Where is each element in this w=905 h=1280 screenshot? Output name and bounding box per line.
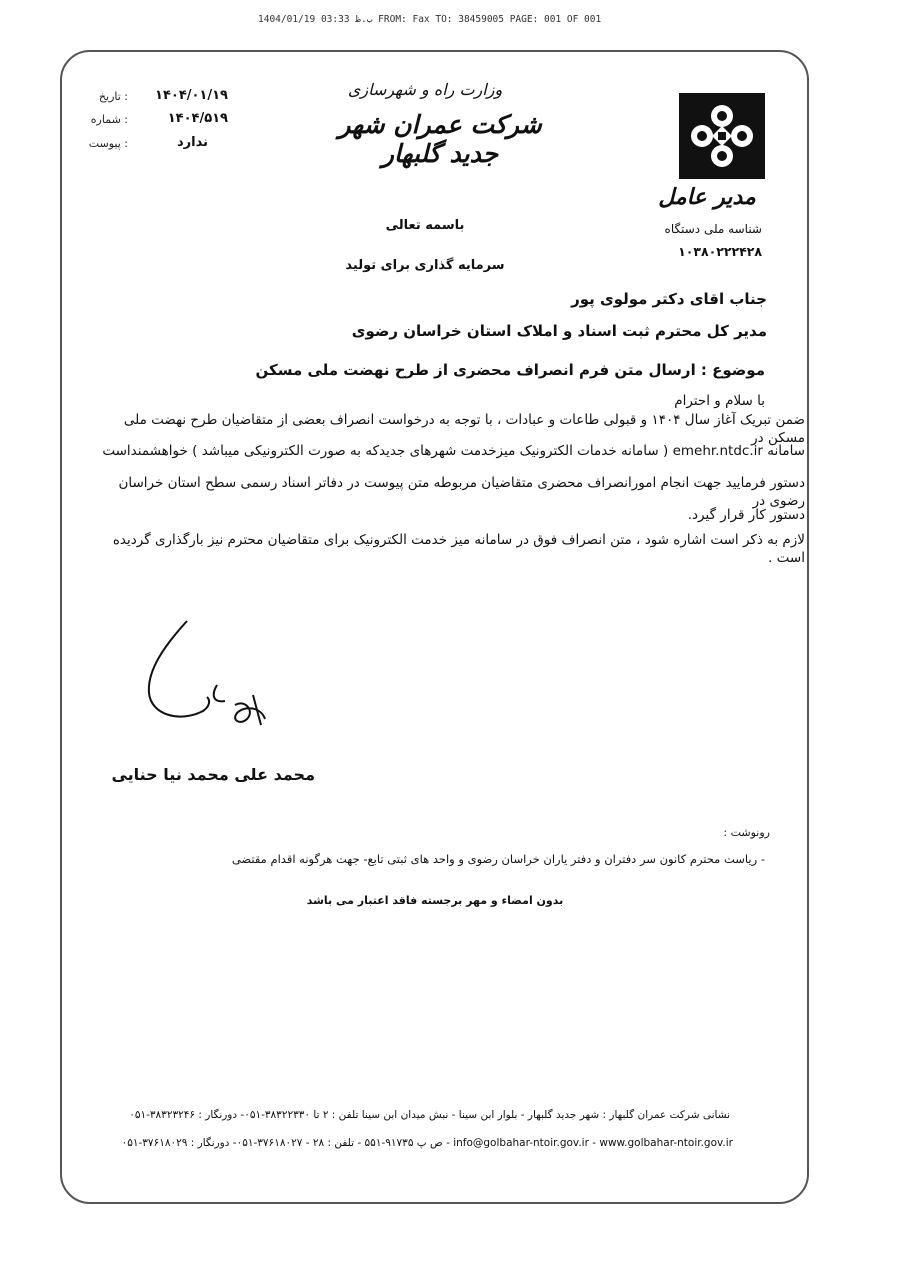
footer-separator: -	[442, 1137, 454, 1149]
date-label: : تاریخ	[98, 90, 128, 103]
subject-line: موضوع : ارسال متن فرم انصراف محضری از طرح نهضت ملی مسکن	[255, 361, 765, 379]
handwritten-signature	[135, 615, 295, 745]
company-logo	[678, 92, 766, 180]
fax-header: ب.ظ 03:33 1404/01/19 FROM: Fax TO: 38459005 PAGE: 001 OF 001	[258, 14, 602, 25]
attachment-value: ندارد	[176, 135, 208, 150]
footer-email[interactable]: info@golbahar-ntoir.gov.ir	[453, 1137, 589, 1149]
ministry-name: وزارت راه و شهرسازی	[347, 80, 503, 99]
cc-label: رونوشت :	[723, 826, 770, 839]
number-label: : شماره	[90, 113, 128, 126]
national-id-label: شناسه ملی دستگاه	[664, 222, 762, 236]
signatory-name: محمد علی محمد نیا حنایی	[111, 765, 315, 784]
date-value: ۱۴۰۴/۰۱/۱۹	[155, 88, 228, 103]
footer-website[interactable]: www.golbahar-ntoir.gov.ir	[599, 1137, 733, 1149]
body-line-4: دستور کار قرار گیرد.	[687, 507, 805, 523]
attachment-label: : پیوست	[88, 137, 128, 150]
number-value: ۱۴۰۴/۵۱۹	[167, 111, 228, 126]
invocation: باسمه تعالی	[385, 218, 465, 233]
recipient-title: مدیر کل محترم ثبت اسناد و املاک استان خراسان رضوی	[351, 322, 767, 340]
slogan: سرمایه گذاری برای تولید	[345, 258, 505, 273]
cc-item: - ریاست محترم کانون سر دفتران و دفتر یاران خراسان رضوی و واحد های ثبتی تابع- جهت هرگونه اقدام مقتضی	[231, 852, 765, 866]
footer-separator: -	[588, 1137, 600, 1149]
body-line-2: سامانه emehr.ntdc.ir ( سامانه خدمات الکترونیک میزخدمت شهرهای جدیدکه به صورت الکترونیکی میباشد ) خواهشمنداست	[102, 443, 805, 459]
body-line-1: ضمن تبریک آغاز سال ۱۴۰۴ و قبولی طاعات و عبادات ، با توجه به درخواست انصراف بعضی از متقاضیان طرح نهضت ملی مسکن در	[123, 412, 805, 446]
national-id-value: ۱۰۳۸۰۲۲۲۴۲۸	[678, 244, 762, 259]
footer-phones: ص پ ۹۱۷۳۵-۵۵۱ - تلفن : ۲۸ - ۳۷۶۱۸۰۲۷-۰۵۱- دورنگار : ۳۷۶۱۸۰۲۹-۰۵۱	[121, 1137, 443, 1149]
company-name: شرکت عمران شهر جدید گلبهار	[338, 110, 542, 168]
managing-director-title: مدیر عامل	[658, 184, 756, 210]
validity-note: بدون امضاء و مهر برجسته فاقد اعتبار می باشد	[306, 894, 564, 907]
footer-contact-line	[83, 1137, 733, 1155]
footer-address-line: نشانی شرکت عمران گلبهار : شهر جدید گلبهار - بلوار ابن سینا - نبش میدان ابن سینا تلفن : ۲ تا ۳۸۳۲۲۳۳۰-۰۵۱- دورنگار : ۳۸۳۲۳۲۴۶-۰۵۱	[129, 1109, 730, 1121]
body-line-3: دستور فرمایید جهت انجام امورانصراف محضری متقاضیان مربوطه متن پیوست در دفاتر اسناد رسمی سطح استان خراسان رضوی در	[118, 475, 805, 509]
greeting: با سلام و احترام	[674, 393, 765, 409]
closing-note: لازم به ذکر است اشاره شود ، متن انصراف فوق در سامانه میز خدمت الکترونیک برای متقاضیان محترم نیز بارگذاری گردیده است .	[112, 532, 805, 566]
recipient-name: جناب اقای دکتر مولوی پور	[571, 290, 767, 308]
